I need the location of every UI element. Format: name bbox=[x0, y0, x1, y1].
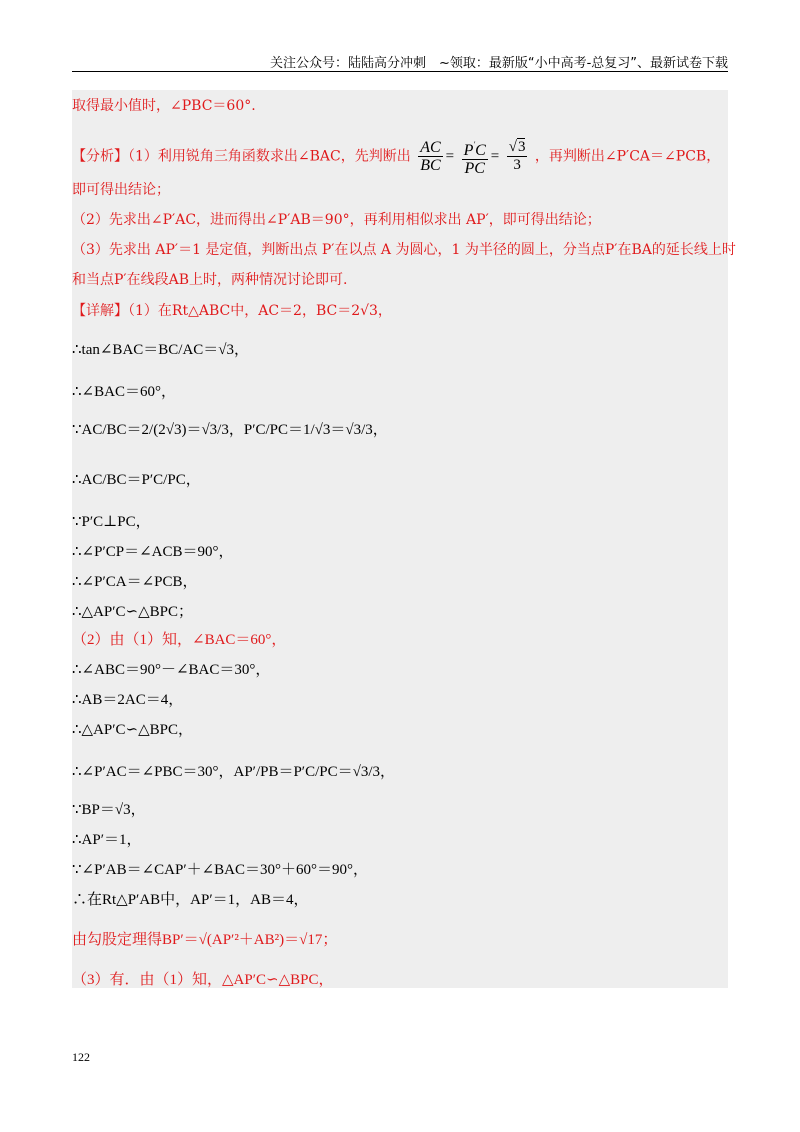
text-line-3: 即可得出结论； bbox=[72, 182, 170, 198]
text-line-22: ∴AP′＝1， bbox=[72, 832, 142, 848]
text-line-8: ∴tan∠BAC＝BC/AC＝√3， bbox=[72, 342, 250, 358]
text-line-14: ∴∠P′CA＝∠PCB， bbox=[72, 574, 198, 590]
text-line-21: ∵BP＝√3， bbox=[72, 802, 146, 818]
text-line-24: ∴在Rt△P′AB中，AP′＝1，AB＝4， bbox=[72, 892, 309, 908]
text-line-4: （2）先求出∠P′AC，进而得出∠P′AB＝90°，再利用相似求出 AP′，即可得出结论； bbox=[72, 212, 601, 228]
text-line-9: ∴∠BAC＝60°， bbox=[72, 384, 176, 400]
text-line-18: ∴AB＝2AC＝4， bbox=[72, 692, 184, 708]
text-line-23: ∵∠P′AB＝∠CAP′＋∠BAC＝30°＋60°＝90°， bbox=[72, 862, 369, 878]
fraction-pc-pc: $\frac{P'C}{PC}$ bbox=[462, 136, 488, 177]
analysis-text-a: （1）利用锐角三角函数求出∠BAC，先判断出 bbox=[128, 148, 411, 165]
text-line-1: 取得最小值时，∠PBC＝60°. bbox=[72, 98, 256, 114]
text-line-25: 由勾股定理得BP′＝√(AP′²＋AB²)＝√17； bbox=[72, 932, 338, 948]
detail-text: （1）在Rt△ABC中，AC＝2，BC＝2√3， bbox=[128, 303, 392, 319]
analysis-tag: 【分析】 bbox=[72, 148, 128, 165]
analysis-line: 【分析】（1）利用锐角三角函数求出∠BAC，先判断出 $\frac{AC}{BC}$ = $\frac{P'C}{PC}$ = $\frac{√3}{3}$ ，再判断出∠P′CA＝∠PCB， bbox=[72, 136, 720, 177]
text-line-15: ∴△AP′C∽△BPC； bbox=[72, 604, 193, 620]
page-header: 关注公众号：陆陆高分冲刺 ~领取：最新版“小中高考-总复习”、最新试卷下载 bbox=[269, 56, 728, 71]
text-line-17: ∴∠ABC＝90°－∠BAC＝30°， bbox=[72, 662, 271, 678]
text-line-11: ∴AC/BC＝P′C/PC， bbox=[72, 472, 201, 488]
analysis-text-b: ，再判断出∠P′CA＝∠PCB， bbox=[534, 148, 721, 165]
text-line-19: ∴△AP′C∽△BPC， bbox=[72, 722, 193, 738]
text-line-16: （2）由（1）知，∠BAC＝60°， bbox=[72, 632, 287, 648]
detail-line bbox=[72, 301, 392, 321]
text-line-6: 和当点P′在线段AB上时，两种情况讨论即可. bbox=[72, 272, 348, 288]
text-line-12: ∵P′C⊥PC， bbox=[72, 514, 151, 530]
header-rule bbox=[72, 71, 728, 72]
text-line-20: ∴∠P′AC＝∠PBC＝30°，AP′/PB＝P′C/PC＝√3/3， bbox=[72, 764, 396, 780]
page-number: 122 bbox=[72, 1050, 90, 1064]
fraction-sqrt3-3: $\frac{√3}{3}$ bbox=[508, 139, 526, 173]
detail-tag: 【详解】 bbox=[72, 303, 128, 319]
text-line-5: （3）先求出 AP′＝1 是定值，判断出点 P′在以点 A 为圆心，1 为半径的圆上，分当点P′在BA的延长线上时 bbox=[72, 242, 736, 258]
fraction-ac-bc: $\frac{AC}{BC}$ bbox=[420, 139, 441, 174]
text-line-10: ∵AC/BC＝2/(2√3)＝√3/3，P′C/PC＝1/√3＝√3/3， bbox=[72, 422, 388, 438]
text-line-26: （3）有．由（1）知，△AP′C∽△BPC， bbox=[72, 972, 334, 988]
text-line-13: ∴∠P′CP＝∠ACB＝90°， bbox=[72, 544, 234, 560]
